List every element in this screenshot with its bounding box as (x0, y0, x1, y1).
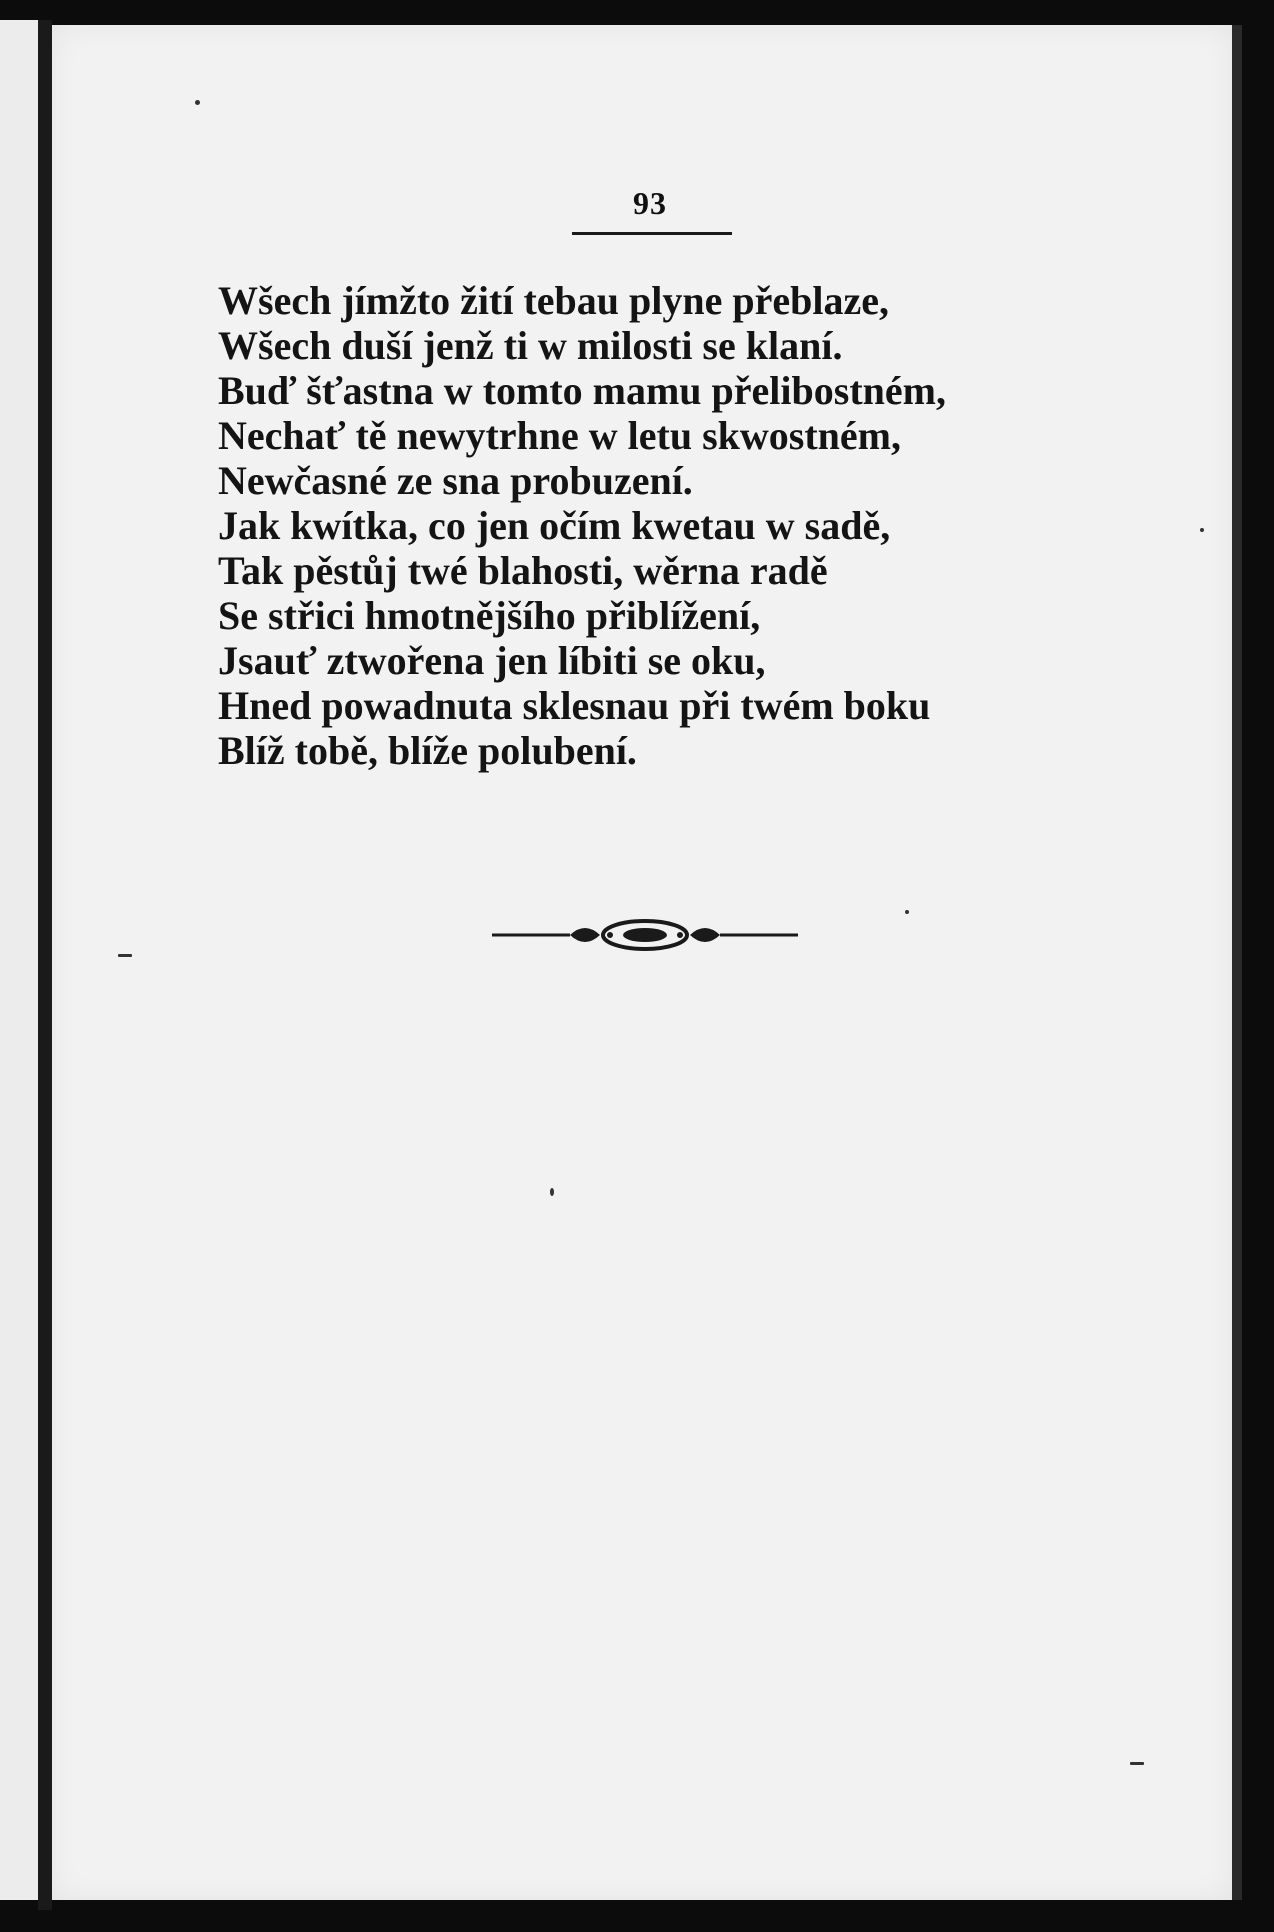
decorative-flourish-icon (490, 915, 800, 955)
poem-line: Newčasné ze sna probuzení. (218, 458, 693, 503)
poem-line: Jak kwítka, co jen očím kwetau w sadě, (218, 503, 891, 548)
poem-line: Jsauť ztwořena jen líbiti se oku, (218, 638, 766, 683)
poem-line: Tak pěstůj twé blahosti, wěrna radě (218, 548, 828, 593)
poem-line: Wšech duší jenž ti w milosti se klaní. (218, 323, 843, 368)
poem-line: Buď šťastna w tomto mamu přelibostném, (218, 368, 946, 413)
poem-line: Nechať tě newytrhne w letu skwostném, (218, 413, 901, 458)
page-number-rule (572, 232, 732, 235)
page-number: 93 (633, 185, 667, 221)
poem-line: Wšech jímžto žití tebau plyne přeblaze, (218, 278, 889, 323)
book-gutter (38, 20, 52, 1910)
facing-page-edge (0, 20, 40, 1900)
paper-speck (550, 1188, 554, 1196)
paper-speck (905, 910, 909, 914)
paper-speck (118, 954, 132, 957)
page-right-edge (1232, 25, 1242, 1900)
poem-line: Se střici hmotnějšího přiblížení, (218, 593, 761, 638)
poem-text (218, 278, 1098, 773)
poem-line: Blíž tobě, blíže polubení. (218, 728, 637, 773)
paper-speck (1130, 1762, 1144, 1765)
paper-speck (195, 100, 200, 105)
poem-line: Hned powadnuta sklesnau při twém boku (218, 683, 931, 728)
paper-speck (1200, 528, 1204, 532)
